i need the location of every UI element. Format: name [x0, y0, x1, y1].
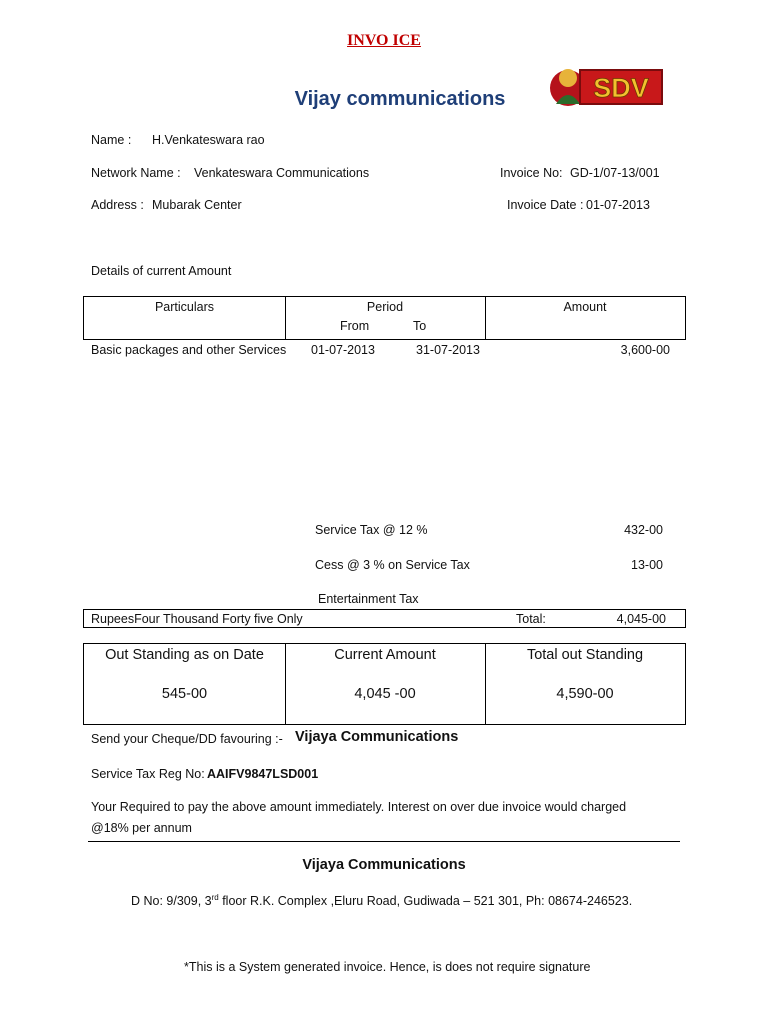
total-amount: 4,045-00: [616, 612, 666, 626]
current-amount-label: Current Amount: [334, 647, 436, 663]
col-amount: Amount: [563, 300, 607, 314]
invoice-no-label: Invoice No:: [500, 166, 563, 180]
outstanding-amount: 545-00: [161, 686, 208, 702]
current-amount: 4,045 -00: [354, 686, 416, 702]
name-label: Name :: [91, 133, 132, 147]
details-heading: Details of current Amount: [91, 264, 232, 278]
service-tax-label: Service Tax @ 12 %: [315, 523, 428, 537]
row-particulars: Basic packages and other Services: [91, 343, 287, 357]
cess-amount: 13-00: [631, 558, 663, 572]
total-outstanding-label: Total out Standing: [526, 647, 644, 663]
divider: [88, 841, 680, 842]
entertainment-tax-label: Entertainment Tax: [318, 592, 419, 606]
company-name: Vijay communications: [294, 88, 506, 110]
logo-text: SDV: [593, 73, 649, 103]
sdv-logo: [546, 58, 664, 110]
reg-label: Service Tax Reg No:: [91, 767, 205, 781]
address-prefix: D No: 9/309, 3: [131, 894, 212, 909]
payment-note-line1: Your Required to pay the above amount immediately. Interest on over due invoice would charged: [91, 800, 627, 814]
total-label: Total:: [516, 612, 546, 626]
particulars-table-header: [83, 296, 686, 340]
row-to: 31-07-2013: [416, 343, 480, 357]
invoice-no: GD-1/07-13/001: [570, 166, 660, 180]
address-value: Mubarak Center: [152, 198, 242, 212]
row-amount: 3,600-00: [620, 343, 670, 357]
service-tax-amount: 432-00: [624, 523, 663, 537]
invoice-title: INVO ICE: [347, 32, 421, 49]
invoice-date: 01-07-2013: [586, 198, 650, 212]
col-from: From: [340, 319, 370, 333]
address-rest: floor R.K. Complex ,Eluru Road, Gudiwada – 521 301, Ph: 08674-246523.: [218, 894, 633, 909]
address-label: Address :: [91, 198, 144, 212]
reg-number: AAIFV9847LSD001: [207, 767, 319, 781]
summary-box: [83, 643, 686, 725]
invoice-date-label: Invoice Date :: [507, 198, 584, 212]
cess-label: Cess @ 3 % on Service Tax: [315, 558, 470, 572]
col-to: To: [413, 319, 427, 333]
outstanding-label: Out Standing as on Date: [105, 647, 264, 663]
network-name: Venkateswara Communications: [194, 166, 370, 180]
total-row: [83, 609, 686, 628]
cheque-payee: Vijaya Communications: [295, 729, 459, 745]
cheque-label: Send your Cheque/DD favouring :-: [91, 732, 283, 746]
disclaimer: *This is a System generated invoice. Hence, is does not require signature: [184, 960, 591, 974]
col-particulars: Particulars: [154, 300, 215, 314]
total-outstanding-amount: 4,590-00: [556, 686, 614, 702]
network-label: Network Name :: [91, 166, 181, 180]
row-from: 01-07-2013: [311, 343, 375, 357]
amount-in-words: RupeesFour Thousand Forty five Only: [91, 612, 303, 626]
payment-note-line2: @18% per annum: [91, 821, 192, 835]
col-period: Period: [366, 300, 404, 314]
footer-company: Vijaya Communications: [302, 857, 466, 873]
address-sup: rd: [211, 893, 219, 902]
logo-graphic: [546, 58, 664, 110]
footer-address: [131, 893, 632, 908]
customer-name: H.Venkateswara rao: [152, 133, 265, 147]
